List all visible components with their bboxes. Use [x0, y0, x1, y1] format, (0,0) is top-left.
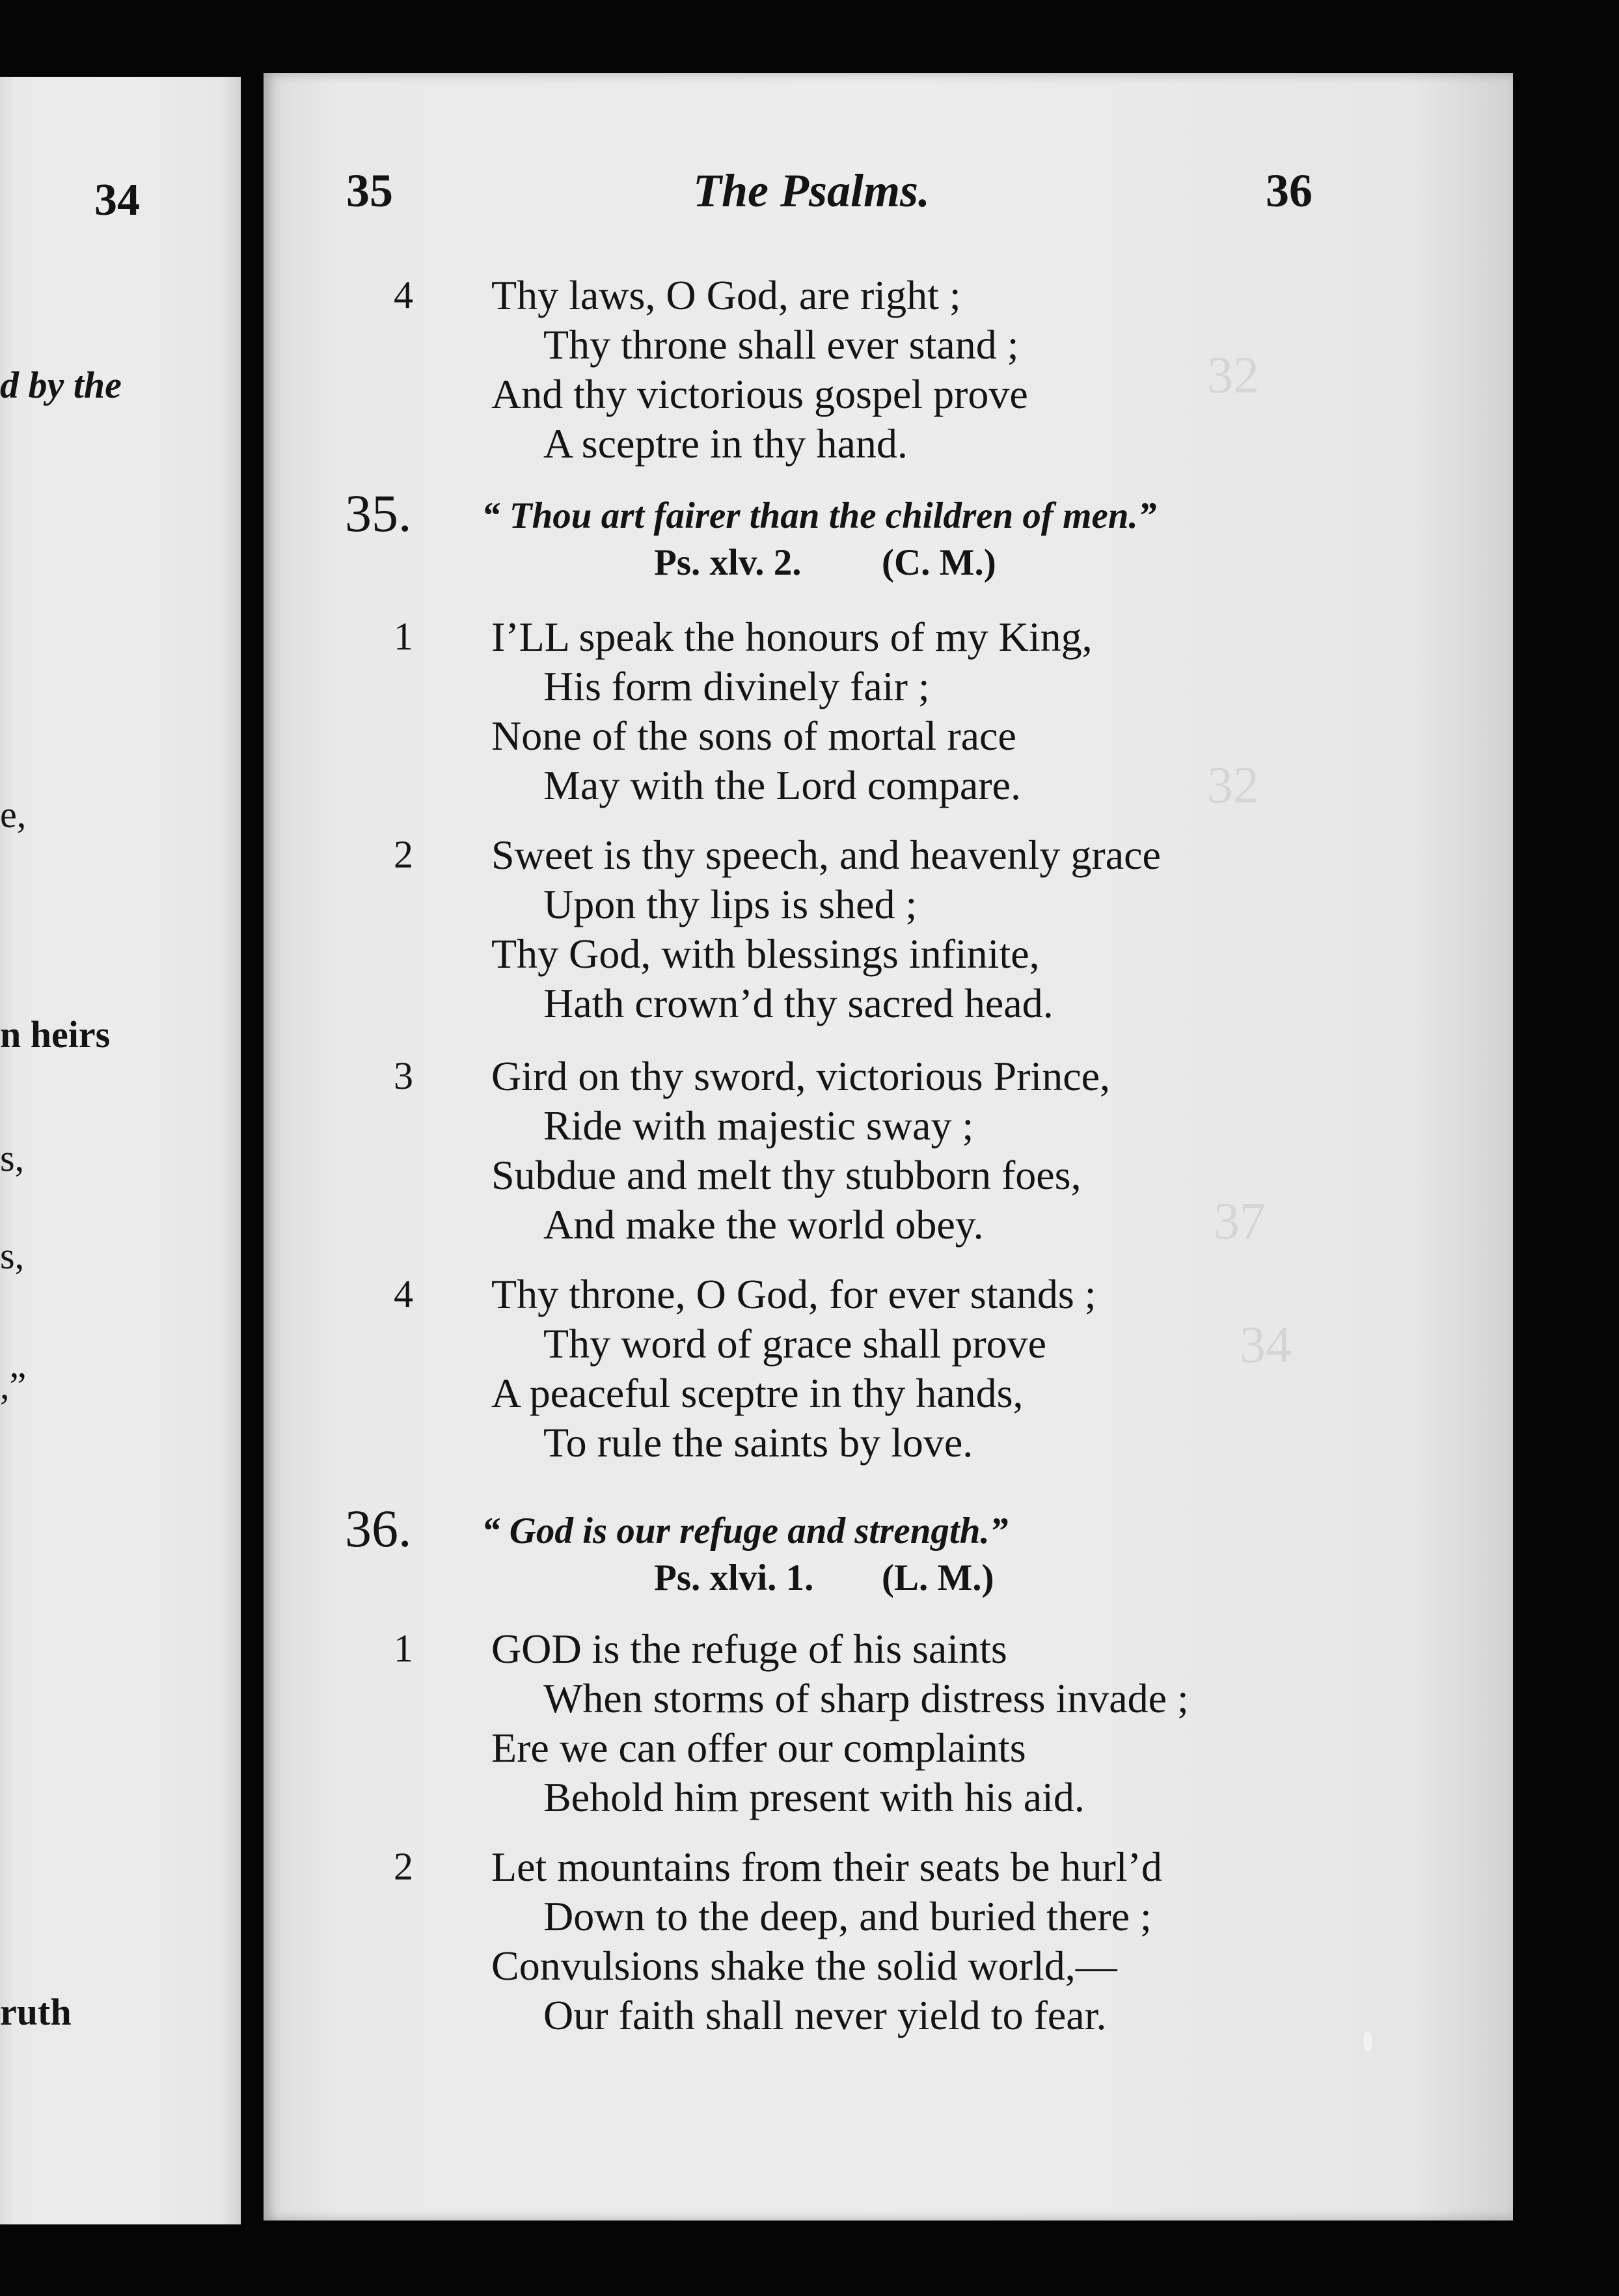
bleed-through-ink: 32: [1207, 347, 1259, 404]
verse-number: 4: [394, 1272, 413, 1315]
bleed-through-ink: 37: [1214, 1193, 1266, 1250]
verse-line: Subdue and melt thy stubborn foes,: [491, 1152, 1082, 1198]
verse-line: Our faith shall never yield to fear.: [543, 1992, 1107, 2038]
verse-line: Gird on thy sword, victorious Prince,: [491, 1053, 1110, 1099]
right-page: [264, 73, 1513, 2221]
scripture-reference: Ps. xlvi. 1.: [654, 1557, 814, 1598]
bleed-through-ink: 34: [1240, 1317, 1292, 1374]
paper-speck: [1363, 2032, 1372, 2051]
verse-line: A peaceful sceptre in thy hands,: [491, 1370, 1024, 1416]
verse-line: To rule the saints by love.: [543, 1419, 973, 1466]
left-fragment: e,: [0, 793, 27, 836]
verse-line: I’LL speak the honours of my King,: [491, 614, 1093, 660]
verse-line: A sceptre in thy hand.: [543, 420, 908, 467]
hymn-subtitle: “ God is our refuge and strength.”: [482, 1510, 1009, 1551]
verse-line: Ride with majestic sway ;: [543, 1102, 974, 1149]
verse-line: Behold him present with his aid.: [543, 1774, 1085, 1820]
left-fragment: s,: [0, 1235, 25, 1277]
verse-number: 4: [394, 273, 413, 316]
left-page-number: 34: [94, 175, 140, 225]
verse-line: Thy God, with blessings infinite,: [491, 931, 1040, 977]
verse-line: GOD is the refuge of his saints: [491, 1626, 1007, 1672]
meter-label: (L. M.): [882, 1557, 994, 1598]
left-fragment: ruth: [0, 1991, 72, 2033]
left-fragment: s,: [0, 1137, 25, 1179]
header-left-number: 35: [346, 165, 393, 217]
scripture-reference: Ps. xlv. 2.: [654, 542, 802, 583]
verse-line: Sweet is thy speech, and heavenly grace: [491, 832, 1161, 878]
verse-line: Upon thy lips is shed ;: [543, 881, 918, 927]
running-title: The Psalms.: [693, 165, 931, 217]
left-page: [0, 77, 241, 2224]
verse-line: When storms of sharp distress invade ;: [543, 1675, 1189, 1721]
verse-line: Down to the deep, and buried there ;: [543, 1893, 1152, 1939]
verse-line: Convulsions shake the solid world,—: [491, 1943, 1117, 1989]
verse-number: 1: [394, 1627, 413, 1670]
verse-line: May with the Lord compare.: [543, 762, 1021, 808]
bleed-through-ink: 32: [1207, 757, 1259, 814]
left-fragment: ,”: [0, 1365, 27, 1407]
verse-line: Thy laws, O God, are right ;: [491, 272, 961, 318]
verse-line: Thy throne shall ever stand ;: [543, 321, 1019, 368]
verse-line: Hath crown’d thy sacred head.: [543, 980, 1054, 1026]
verse-line: Ere we can offer our complaints: [491, 1725, 1026, 1771]
header-right-number: 36: [1266, 165, 1313, 217]
verse-number: 1: [394, 615, 413, 658]
verse-number: 3: [394, 1054, 413, 1097]
left-fragment: n heirs: [0, 1013, 111, 1056]
left-fragment: d by the: [0, 364, 122, 406]
verse-line: None of the sons of mortal race: [491, 713, 1016, 759]
hymn-subtitle: “ Thou art fairer than the children of men.”: [482, 495, 1157, 536]
verse-line: Thy throne, O God, for ever stands ;: [491, 1271, 1096, 1317]
verse-number: 2: [394, 833, 413, 876]
hymn-number: 35.: [345, 484, 412, 543]
verse-number: 2: [394, 1845, 413, 1888]
verse-line: His form divinely fair ;: [543, 663, 930, 709]
verse-line: And make the world obey.: [543, 1201, 984, 1248]
meter-label: (C. M.): [882, 542, 996, 583]
verse-line: Thy word of grace shall prove: [543, 1320, 1047, 1367]
verse-line: Let mountains from their seats be hurl’d: [491, 1844, 1162, 1890]
hymn-number: 36.: [345, 1499, 412, 1558]
verse-line: And thy victorious gospel prove: [491, 371, 1028, 417]
